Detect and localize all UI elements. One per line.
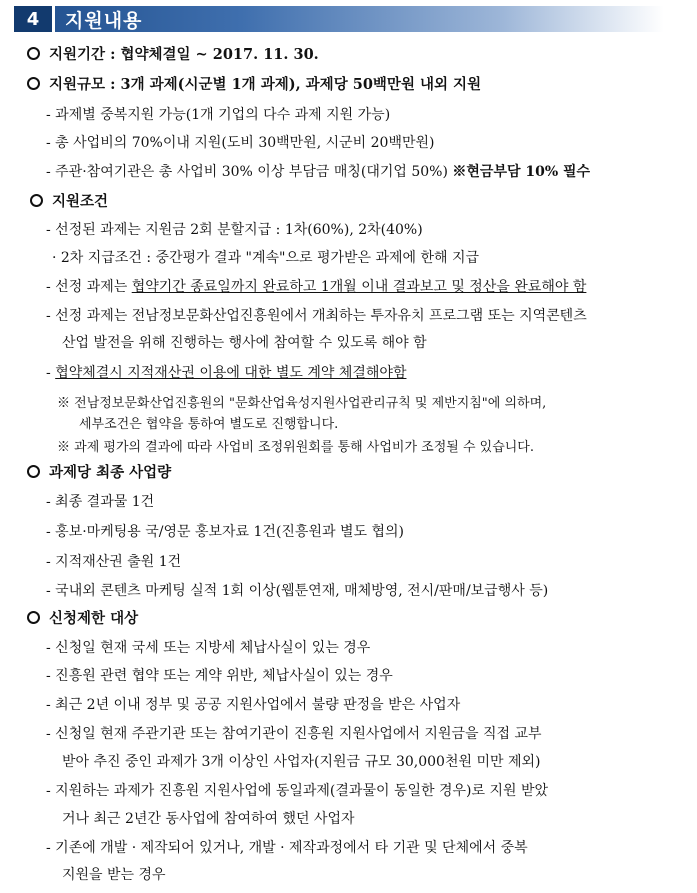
restrictions-item-6-line-1: - 기존에 개발 · 제작되어 있거나, 개발 · 제작과정에서 타 기관 및 단체에서 중복 xyxy=(46,840,528,856)
conditions-item-2: - 선정 과제는 협약기간 종료일까지 완료하고 1개월 이내 결과보고 및 정산을 완료해야 함 xyxy=(46,279,587,295)
conditions-note-2: ※ 과제 평가의 결과에 따라 사업비 조정위원회를 통해 사업비가 조정될 수 있습니다. xyxy=(57,440,535,455)
conditions-note-1-line-1: ※ 전남정보문화산업진흥원의 "문화산업육성지원사업관리규칙 및 제반지침"에 의하며, xyxy=(57,396,547,411)
restrictions-item-3: - 최근 2년 이내 정부 및 공공 지원사업에서 불량 판정을 받은 사업자 xyxy=(46,697,461,713)
restrictions-item-4-line-1: - 신청일 현재 주관기관 또는 참여기관이 진흥원 지원사업에서 지원금을 직접 교부 xyxy=(46,726,542,742)
circle-bullet-icon xyxy=(27,47,40,60)
restrictions-item-1: - 신청일 현재 국세 또는 지방세 체납사실이 있는 경우 xyxy=(46,640,371,656)
circle-bullet-icon xyxy=(27,77,40,90)
conditions-item-3-line-2: 산업 발전을 위해 진행하는 행사에 참여할 수 있도록 해야 함 xyxy=(62,335,427,351)
restrictions-item-2: - 진흥원 관련 협약 또는 계약 위반, 체납사실이 있는 경우 xyxy=(46,668,393,684)
conditions-note-1-line-2: 세부조건은 협약을 통하여 별도로 진행합니다. xyxy=(79,417,339,432)
outputs-item-4: - 국내외 콘텐츠 마케팅 실적 1회 이상(웹툰연재, 매체방영, 전시/판매/보급행사 등) xyxy=(46,583,549,599)
scale-item-1: - 과제별 중복지원 가능(1개 기업의 다수 과제 지원 가능) xyxy=(46,107,391,123)
scale-item-2: - 총 사업비의 70%이내 지원(도비 30백만원, 시군비 20백만원) xyxy=(46,135,435,151)
outputs-heading: 과제당 최종 사업량 xyxy=(27,464,171,482)
circle-bullet-icon xyxy=(27,611,40,624)
restrictions-item-5-line-1: - 지원하는 과제가 진흥원 지원사업에 동일과제(결과물이 동일한 경우)로 지원 받았 xyxy=(46,783,548,799)
cash-note: ※현금부담 10% 필수 xyxy=(452,164,591,180)
restrictions-item-4-line-2: 받아 추진 중인 과제가 3개 이상인 사업자(지원금 규모 30,000천원 미만 제외) xyxy=(62,754,541,770)
restrictions-heading: 신청제한 대상 xyxy=(27,610,138,628)
circle-bullet-icon xyxy=(30,194,43,207)
restrictions-item-5-line-2: 거나 최근 2년간 동사업에 참여하여 했던 사업자 xyxy=(62,811,355,827)
conditions-heading: 지원조건 xyxy=(30,193,108,211)
section-header xyxy=(14,6,664,32)
conditions-item-1-sub: · 2차 지급조건 : 중간평가 결과 "계속"으로 평가받은 과제에 한해 지급 xyxy=(52,250,480,266)
conditions-item-4: - 협약체결시 지적재산권 이용에 대한 별도 계약 체결해야함 xyxy=(46,365,407,381)
section-number: 4 xyxy=(14,6,55,32)
conditions-item-3-line-1: - 선정 과제는 전남정보문화산업진흥원에서 개최하는 투자유치 프로그램 또는 지역콘텐츠 xyxy=(46,308,587,324)
scale-heading: 지원규모 : 3개 과제(시군별 1개 과제), 과제당 50백만원 내외 지원 xyxy=(27,76,481,94)
outputs-item-2: - 홍보·마케팅용 국/영문 홍보자료 1건(진흥원과 별도 협의) xyxy=(46,524,404,540)
period-heading: 지원기간 : 협약체결일 ~ 2017. 11. 30. xyxy=(27,46,319,64)
outputs-item-1: - 최종 결과물 1건 xyxy=(46,494,155,510)
circle-bullet-icon xyxy=(27,465,40,478)
section-title: 지원내용 xyxy=(65,9,143,32)
outputs-item-3: - 지적재산권 출원 1건 xyxy=(46,554,182,570)
conditions-item-1: - 선정된 과제는 지원금 2회 분할지급 : 1차(60%), 2차(40%) xyxy=(46,222,423,238)
scale-item-3: - 주관·참여기관은 총 사업비 30% 이상 부담금 매칭(대기업 50%) ※현금부담 10% 필수 xyxy=(46,164,591,180)
restrictions-item-6-line-2: 지원을 받는 경우 xyxy=(62,867,166,883)
